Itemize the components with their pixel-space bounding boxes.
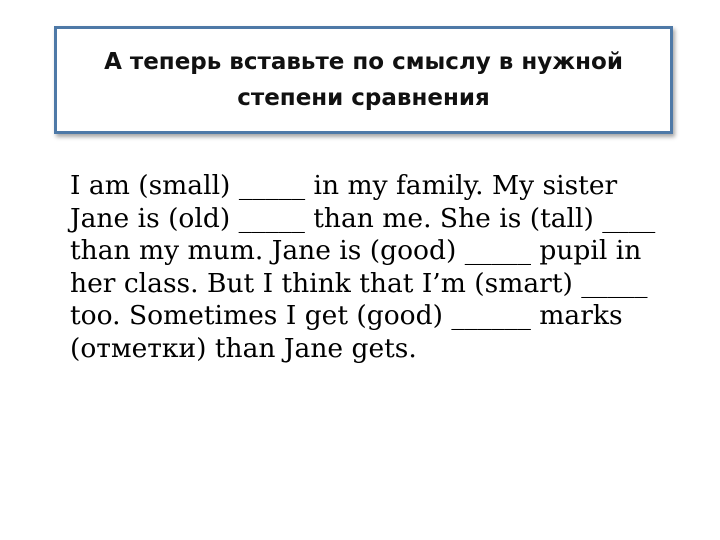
title-box — [54, 26, 673, 134]
title-line-2: степени сравнения — [237, 85, 490, 111]
exercise-line: her class. But I think that I’m (smart) _____ — [70, 267, 648, 299]
title-line-1: А теперь вставьте по смыслу в нужной — [104, 49, 623, 75]
exercise-line: too. Sometimes I get (good) ______ marks — [70, 300, 623, 331]
exercise-line: (отметки) than Jane gets. — [70, 332, 417, 364]
exercise-line: I am (small) _____ in my family. My sister — [70, 170, 618, 201]
exercise-text — [70, 170, 670, 365]
exercise-line: Jane is (old) _____ than me. She is (tall) ____ — [70, 202, 656, 234]
exercise-line: than my mum. Jane is (good) _____ pupil in — [70, 235, 642, 266]
